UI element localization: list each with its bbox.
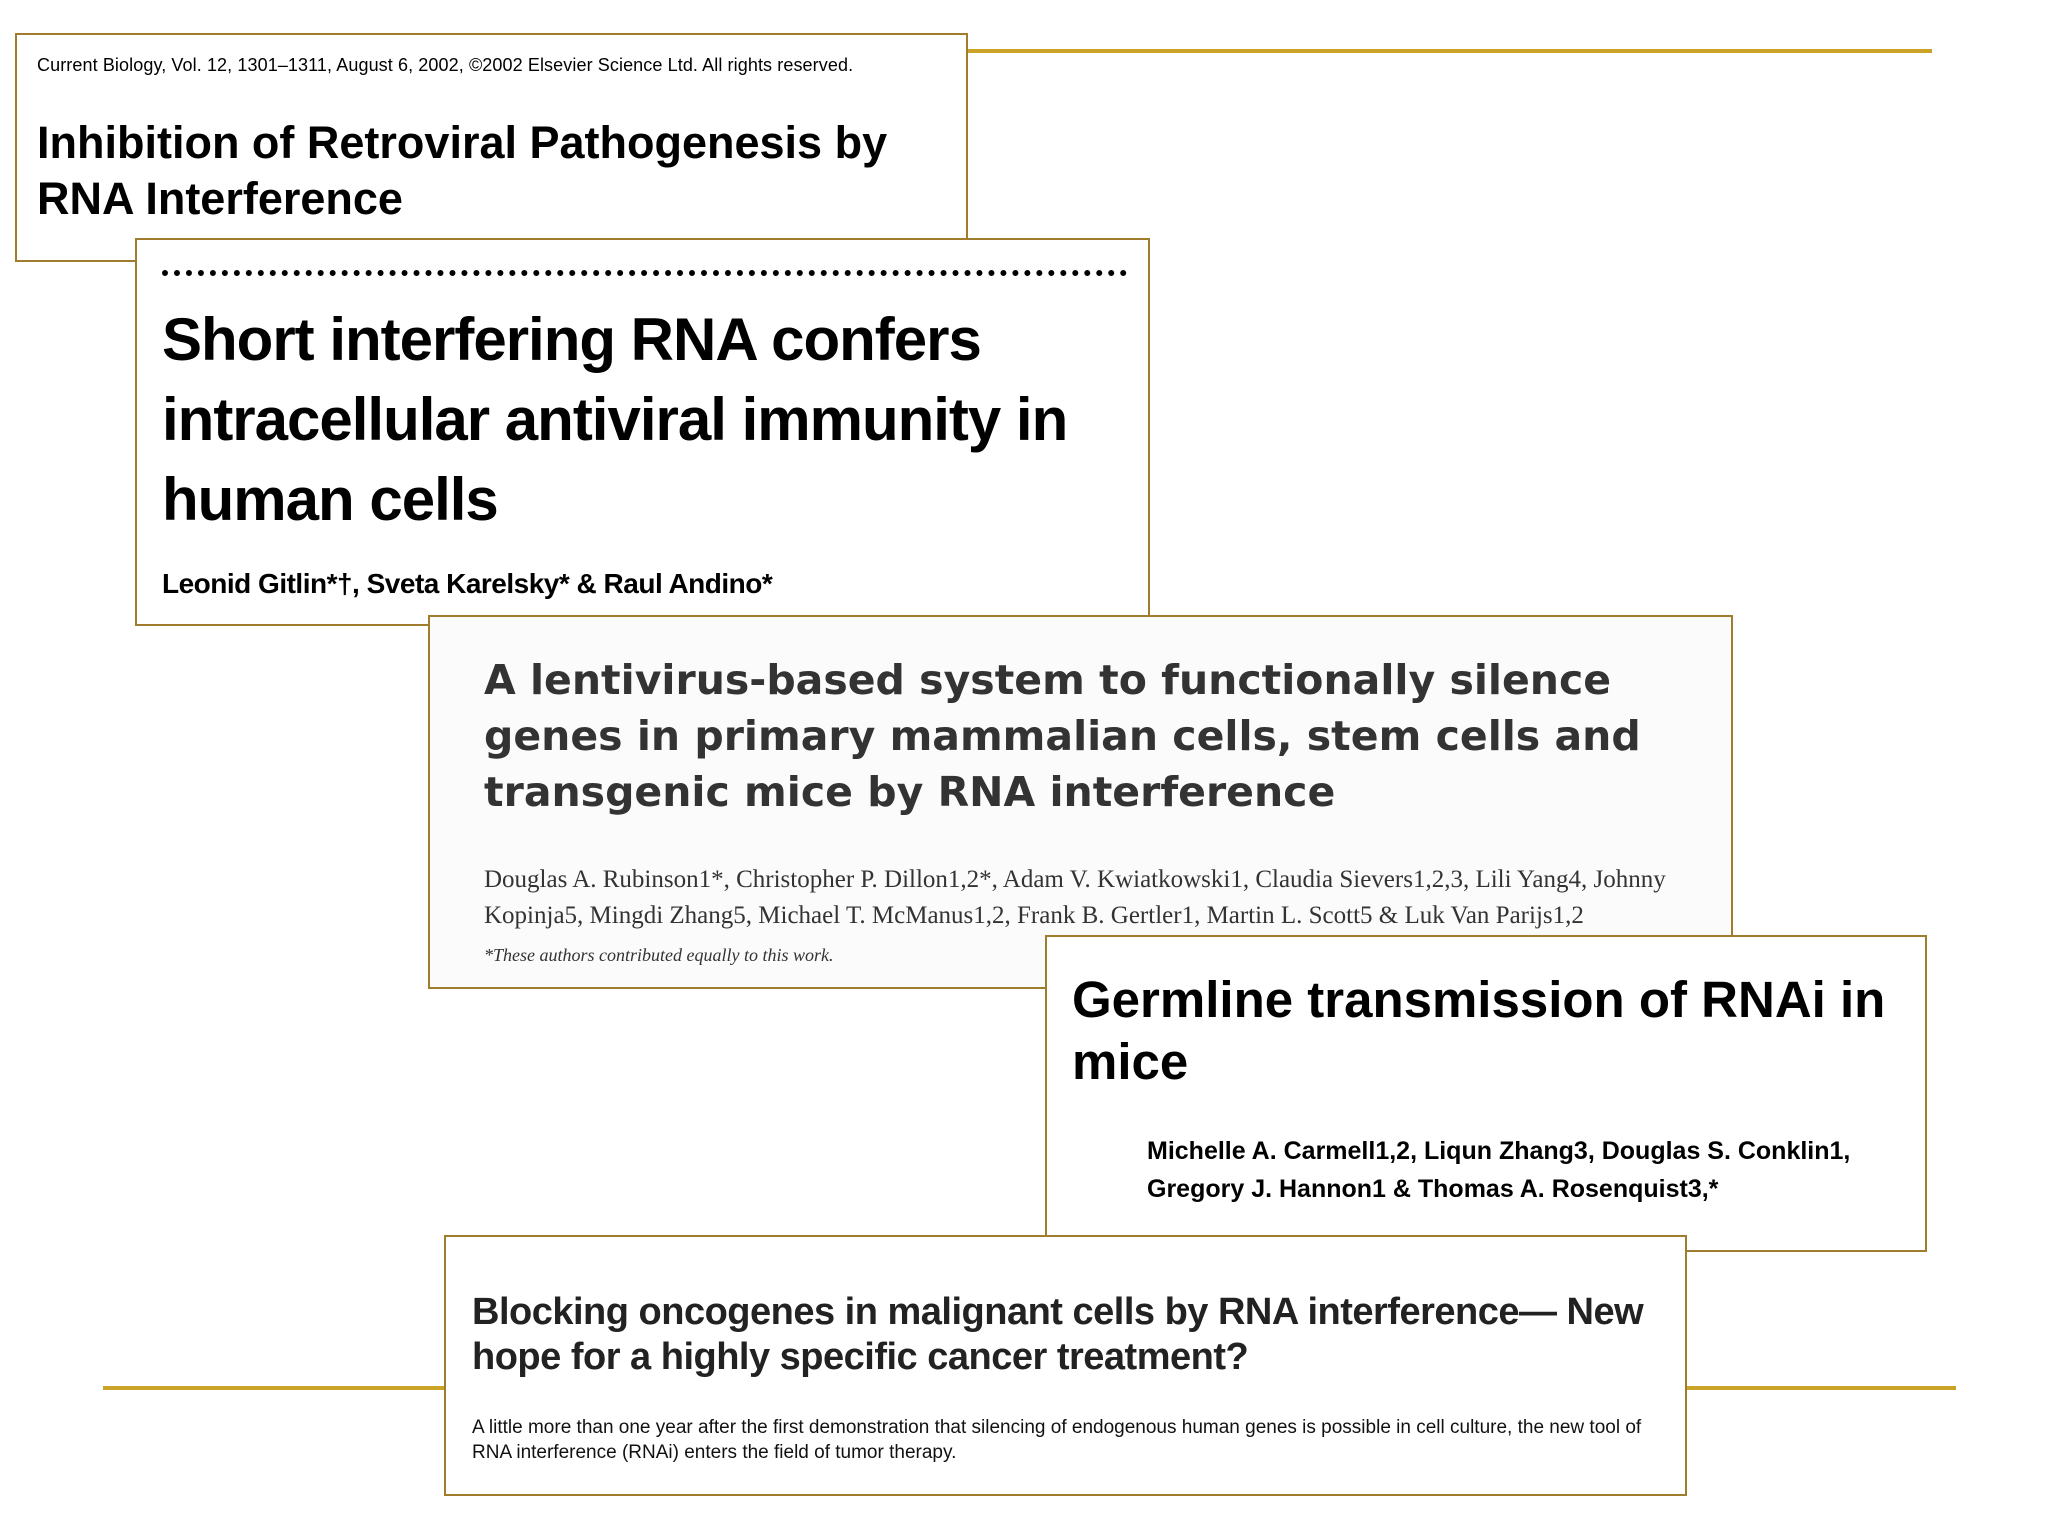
paper-card-oncogenes [444, 1235, 1687, 1496]
paper-abstract: A little more than one year after the first demonstration that silencing of endogenous human genes is possible in cell culture, the new tool of RNA interference (RNAi) enters the field of tumor therapy. [472, 1417, 1642, 1463]
paper-title: Short interfering RNA confers intracellular antiviral immunity in human cells [162, 306, 1068, 533]
paper-authors: Douglas A. Rubinson1*, Christopher P. Dillon1,2*, Adam V. Kwiatkowski1, Claudia Sievers1,2,3, Lili Yang4, Johnny Kopinja5, Mingdi Zhang5, Michael T. McManus1,2, Frank B. Gertler1, Martin L. Scott5 & Luk Van Parijs1,2 [484, 866, 1666, 929]
paper-authors: Leonid Gitlin*†, Sveta Karelsky* & Raul Andino* [162, 568, 773, 599]
paper-title: Inhibition of Retroviral Pathogenesis by RNA Interference [37, 117, 888, 224]
paper-card-retroviral [15, 33, 968, 262]
journal-citation: Current Biology, Vol. 12, 1301–1311, August 6, 2002, ©2002 Elsevier Science Ltd. All rights reserved. [37, 55, 854, 75]
paper-card-lentivirus [428, 615, 1733, 989]
paper-title: A lentivirus-based system to functionally silence genes in primary mammalian cells, stem cells and transgenic mice by RNA interference [484, 656, 1641, 816]
author-footnote: *These authors contributed equally to this work. [484, 945, 834, 965]
paper-card-germline [1045, 935, 1927, 1252]
paper-title: Germline transmission of RNAi in mice [1072, 971, 1886, 1090]
paper-title: Blocking oncogenes in malignant cells by RNA interference— New hope for a highly specific cancer treatment? [472, 1291, 1644, 1378]
decorative-rule-top [960, 49, 1932, 53]
paper-authors: Michelle A. Carmell1,2, Liqun Zhang3, Douglas S. Conklin1, Gregory J. Hannon1 & Thomas A. Rosenquist3,* [1147, 1137, 1851, 1203]
dotted-divider [162, 270, 1127, 276]
paper-card-sirna [135, 238, 1150, 626]
